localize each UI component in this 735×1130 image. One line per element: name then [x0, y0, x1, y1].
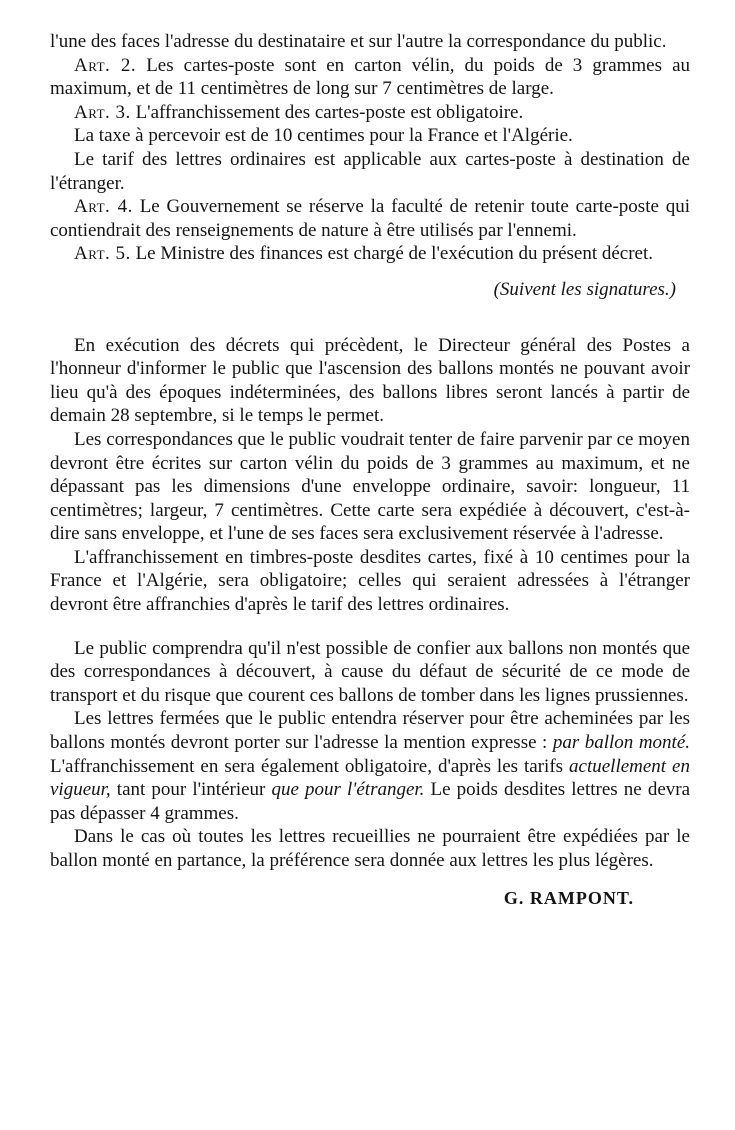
article-5-label: Art. 5. [74, 243, 131, 265]
tariff-paragraph: Le tarif des lettres ordinaires est applicable aux cartes-poste à destination de l'étranger. [50, 148, 690, 194]
notice-p5-part-b: L'affranchissement en sera également obligatoire, d'après les tarifs [50, 755, 564, 777]
notice-p5-part-c: tant pour l'intérieur [116, 779, 266, 801]
notice-p5-part-d: Le poids desdites lettres ne devra pas dépasser 4 grammes. [50, 779, 691, 824]
document-page [50, 30, 690, 910]
article-4-label: Art. 4. [74, 196, 133, 218]
article-5-text: Le Ministre des finances est chargé de l'exécution du présent décret. [135, 243, 654, 265]
article-2-label: Art. 2. [74, 54, 137, 76]
signatures-note: (Suivent les signatures.) [493, 278, 676, 300]
article-3-text: L'affranchissement des cartes-poste est obligatoire. [135, 101, 524, 123]
notice-paragraph-5 [50, 707, 690, 825]
decree-fragment: l'une des faces l'adresse du destinataire et sur l'autre la correspondance du public. [50, 31, 667, 52]
article-4-text: Le Gouvernement se réserve la faculté de retenir toute carte-poste qui contiendrait des renseignements de nature à être utilisés par l'ennemi. [50, 196, 691, 241]
article-3-label: Art. 3. [74, 101, 131, 123]
notice-p5-emphasis-en-vigueur: actuellement en vigueur, [50, 755, 690, 801]
notice-paragraph-2: Les correspondances que le public voudrait tenter de faire parvenir par ce moyen devront être écrites sur carton vélin du poids de 3 grammes au maximum, et ne dépassant pas les dimensions d'une enveloppe ordinaire, savoir: longueur, 11 centimètres; largeur, 7 centimètres. Cette carte sera expédiée à découvert, c'est-à-dire sans enveloppe, et l'une de ses faces sera exclusivement réservée à l'adresse. [50, 428, 690, 545]
notice-paragraph-4: Le public comprendra qu'il n'est possible de confier aux ballons non montés que des correspondances à découvert, à cause du défaut de sécurité de ce mode de transport et du risque que courent ces ballons de tomber dans les lignes prussiennes. [50, 637, 690, 706]
article-2-text: Les cartes-poste sont en carton vélin, du poids de 3 grammes au maximum, et de 11 centimètres de long sur 7 centimètres de large. [50, 54, 691, 100]
article-4 [50, 195, 690, 242]
signature-rampont: G. RAMPONT. [503, 887, 634, 908]
notice-paragraph-1: En exécution des décrets qui précèdent, le Directeur général des Postes a l'honneur d'informer le public que l'ascension des ballons montés ne pouvant avoir lieu qu'à des époques indéterminées, des ballons libres seront lancés à partir de demain 28 septembre, si le temps le permet. [50, 334, 690, 427]
notice-p5-emphasis-ballon-monte: par ballon monté. [552, 732, 691, 754]
notice-paragraph-6: Dans le cas où toutes les lettres recueillies ne pourraient être expédiées par le ballon monté en partance, la préférence sera donnée aux lettres les plus légères. [50, 826, 690, 871]
tax-paragraph: La taxe à percevoir est de 10 centimes pour la France et l'Algérie. [74, 125, 573, 147]
notice-p5-part-a: Les lettres fermées que le public entendra réserver pour être acheminées par les ballons montés devront porter sur l'adresse la mention expresse : [50, 708, 690, 754]
article-5 [50, 242, 690, 266]
article-2 [50, 54, 690, 101]
notice-p5-emphasis-etranger: que pour l'étranger. [271, 779, 425, 801]
notice-paragraph-3: L'affranchissement en timbres-poste desdites cartes, fixé à 10 centimes pour la France et l'Algérie, sera obligatoire; celles qui seraient adressées à l'étranger devront être affranchies d'après le tarif des lettres ordinaires. [50, 546, 690, 616]
article-3 [50, 101, 690, 125]
